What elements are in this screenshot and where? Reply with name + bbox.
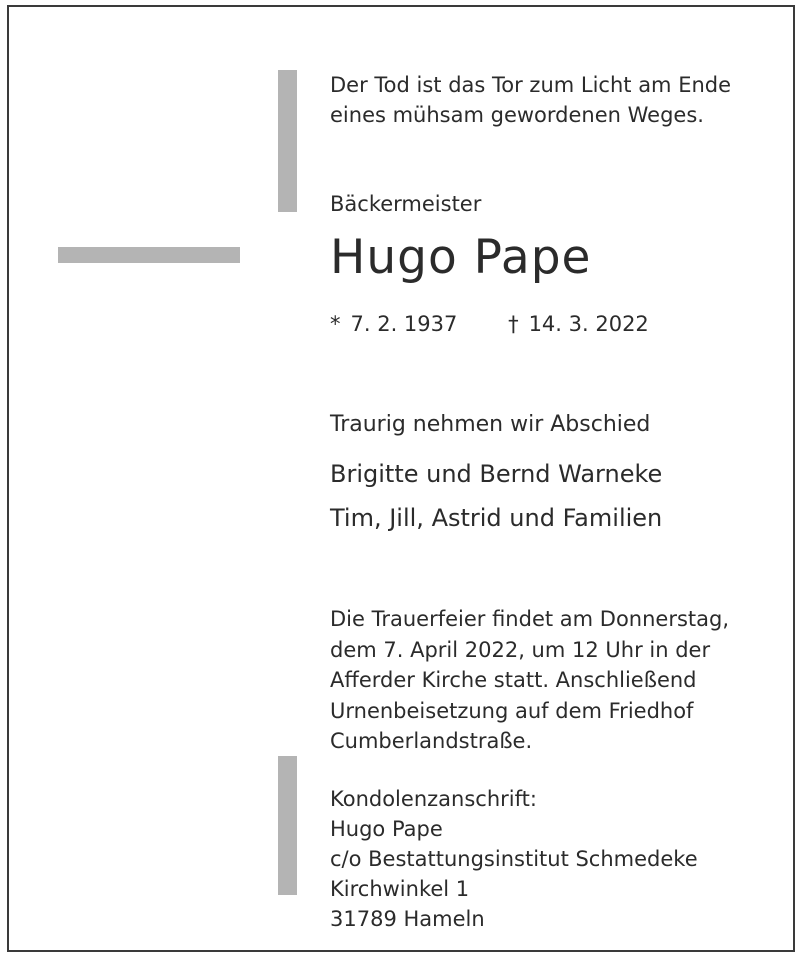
- deceased-profession: Bäckermeister: [330, 192, 482, 216]
- mourning-intro: Traurig nehmen wir Abschied: [330, 412, 651, 437]
- address-line: c/o Bestattungsinstitut Schmedeke: [330, 847, 698, 871]
- mourners-list: [330, 452, 662, 540]
- address-line: Kirchwinkel 1: [330, 877, 470, 901]
- funeral-line: Urnenbeisetzung auf dem Friedhof: [330, 698, 694, 723]
- funeral-line: Die Trauerfeier findet am Donnerstag,: [330, 607, 730, 631]
- cross-bar-bottom: [278, 756, 297, 895]
- mourner-line: Brigitte und Bernd Warneke: [330, 460, 663, 488]
- deceased-name: Hugo Pape: [330, 230, 592, 285]
- cross-bar-top: [278, 70, 297, 212]
- death-cross-symbol: †: [508, 312, 519, 336]
- condolence-address: [330, 784, 698, 934]
- birth-symbol: *: [330, 312, 341, 336]
- condolence-heading: Kondolenzanschrift:: [330, 787, 537, 811]
- memorial-quote: [330, 70, 731, 130]
- birth-date: 7. 2. 1937: [350, 312, 458, 336]
- funeral-line: Afferder Kirche statt. Anschließend: [330, 668, 697, 692]
- mourner-line: Tim, Jill, Astrid und Familien: [330, 504, 663, 532]
- cross-bar-horizontal: [58, 247, 240, 263]
- life-dates: [330, 309, 649, 339]
- funeral-notice: [330, 604, 729, 757]
- quote-line: eines mühsam gewordenen Weges.: [330, 103, 704, 127]
- birth-date-group: [330, 309, 457, 339]
- address-line: 31789 Hameln: [330, 907, 485, 931]
- death-date-group: [508, 309, 649, 339]
- funeral-line: dem 7. April 2022, um 12 Uhr in der: [330, 637, 711, 662]
- address-line: Hugo Pape: [330, 817, 443, 841]
- death-date: 14. 3. 2022: [528, 312, 649, 336]
- quote-line: Der Tod ist das Tor zum Licht am Ende: [330, 73, 732, 97]
- funeral-line: Cumberlandstraße.: [330, 729, 533, 753]
